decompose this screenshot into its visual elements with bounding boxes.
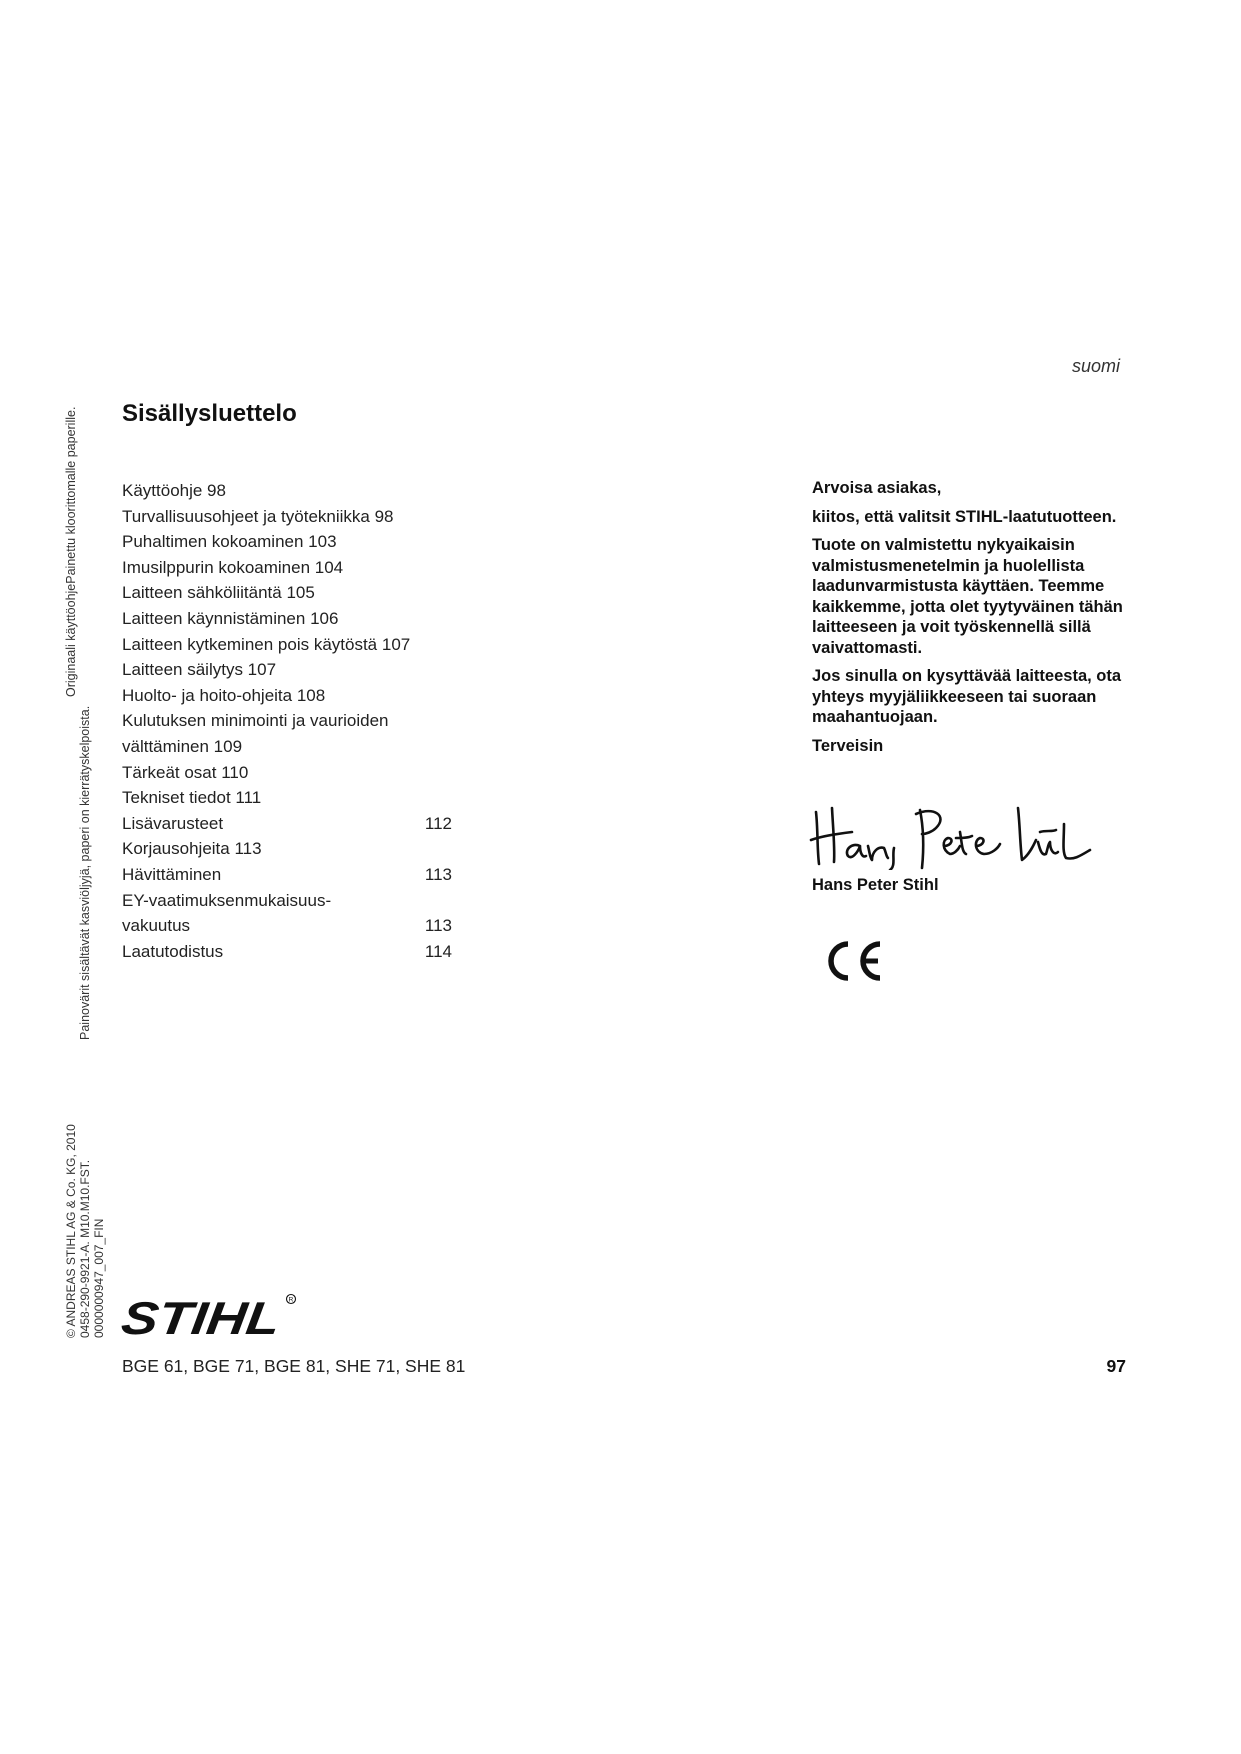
toc-entry-text: Imusilppurin kokoaminen 104 <box>122 557 344 577</box>
toc-entry-text: välttäminen 109 <box>122 736 243 756</box>
toc-entry <box>122 913 452 939</box>
margin-note-copyright <box>64 1124 106 1338</box>
toc-entry-text: Laatutodistus <box>122 941 224 961</box>
toc-entry-text: Turvallisuusohjeet ja työtekniikka 98 <box>122 506 394 526</box>
greeting-salutation: Arvoisa asiakas, <box>812 479 942 497</box>
toc-entry <box>122 504 452 530</box>
toc-entry-page <box>412 504 452 530</box>
stihl-logo <box>120 1290 300 1351</box>
svg-text:R: R <box>288 1296 294 1304</box>
toc-entry-page: 113 <box>424 916 452 936</box>
margin-note-paper: Originaali käyttöohjePainettu kloorittomalle paperille. <box>64 406 78 697</box>
toc-entry-text: Käyttöohje 98 <box>122 481 226 500</box>
toc-entry-text: vakuutus <box>122 916 191 936</box>
toc-entry-text: Tekniset tiedot 111 <box>122 788 262 808</box>
toc-entry-page <box>412 478 452 504</box>
greeting-paragraph-2: Tuote on valmistettu nykyaikaisin valmistusmenetelmin ja huolellista laadunvarmistusta käyttäen. Teemme kaikkemme, jotta olet tyytyväinen tähän laitteeseen ja voit työskennellä sillä vaivattomasti. <box>812 536 1123 657</box>
toc-entry-text: Laitteen käynnistäminen 106 <box>122 608 339 628</box>
toc-entry-page: 114 <box>424 941 452 961</box>
toc-entry <box>122 734 452 760</box>
toc-entry-page <box>412 632 452 658</box>
toc-entry-page <box>412 708 452 734</box>
toc-entry <box>122 683 452 709</box>
greeting-paragraph-3: Jos sinulla on kysyttävää laitteesta, ota yhteys myyjäliikkeeseen tai suoraan maahantuojaan. <box>812 667 1122 726</box>
document-code-2: 0000000947_007_FIN <box>92 1218 106 1338</box>
toc-entry-page <box>412 785 452 811</box>
toc-list <box>122 478 452 964</box>
handwritten-signature <box>808 800 1098 875</box>
signature-name: Hans Peter Stihl <box>812 876 939 894</box>
model-list: BGE 61, BGE 71, BGE 81, SHE 71, SHE 81 <box>122 1356 466 1376</box>
toc-entry-page <box>412 580 452 606</box>
toc-entry-page: 113 <box>424 864 452 884</box>
svg-text:STIHL: STIHL <box>120 1292 259 1344</box>
toc-entry <box>122 632 452 658</box>
toc-entry-page <box>412 657 452 683</box>
toc-entry <box>122 939 452 965</box>
toc-title: Sisällysluettelo <box>122 400 297 427</box>
toc-entry <box>122 760 452 786</box>
toc-entry-page <box>412 760 452 786</box>
toc-entry <box>122 529 452 555</box>
toc-entry-page <box>412 888 452 914</box>
toc-entry-page <box>412 683 452 709</box>
toc-entry <box>122 785 452 811</box>
toc-entry-text: Hävittäminen <box>122 864 222 884</box>
toc-entry-page <box>412 606 452 632</box>
toc-entry <box>122 708 452 734</box>
toc-entry-page <box>412 555 452 581</box>
toc-entry-page: 112 <box>424 813 452 833</box>
toc-entry <box>122 606 452 632</box>
toc-entry-text: Tärkeät osat 110 <box>122 762 249 782</box>
margin-note-inks: Painovärit sisältävät kasviöljyjä, paperi on kierrätyskelpoista. <box>78 705 92 1040</box>
ce-mark-icon <box>824 938 886 989</box>
toc-entry-text: EY-vaatimuksenmukaisuus- <box>122 890 332 910</box>
toc-entry <box>122 862 452 888</box>
toc-entry-text: Laitteen sähköliitäntä 105 <box>122 583 315 603</box>
document-code-1: 0458-290-9921-A. M10.M10.FST. <box>78 1159 92 1338</box>
toc-entry-text: Huolto- ja hoito-ohjeita 108 <box>122 685 326 705</box>
page-number: 97 <box>1106 1356 1126 1376</box>
toc-entry-text: Korjausohjeita 113 <box>122 839 262 859</box>
toc-entry <box>122 836 452 862</box>
toc-entry-text: Laitteen kytkeminen pois käytöstä 107 <box>122 634 411 654</box>
toc-entry-text: Puhaltimen kokoaminen 103 <box>122 532 337 552</box>
greeting-block <box>812 478 1132 764</box>
toc-entry <box>122 555 452 581</box>
toc-entry-page <box>412 529 452 555</box>
toc-entry <box>122 888 452 914</box>
toc-entry <box>122 478 452 504</box>
toc-entry <box>122 811 452 837</box>
toc-entry-text: Laitteen säilytys 107 <box>122 660 277 680</box>
toc-entry-page <box>412 836 452 862</box>
language-label: suomi <box>1071 356 1120 376</box>
greeting-closing: Terveisin <box>812 736 884 755</box>
toc-entry-text: Kulutuksen minimointi ja vaurioiden <box>122 711 389 731</box>
greeting-paragraph-1: kiitos, että valitsit STIHL-laatutuotteen. <box>812 507 1117 526</box>
toc-entry-page <box>412 734 452 760</box>
toc-entry <box>122 580 452 606</box>
toc-entry <box>122 657 452 683</box>
toc-entry-text: Lisävarusteet <box>122 813 224 833</box>
copyright-line: © ANDREAS STIHL AG & Co. KG, 2010 <box>64 1124 78 1338</box>
